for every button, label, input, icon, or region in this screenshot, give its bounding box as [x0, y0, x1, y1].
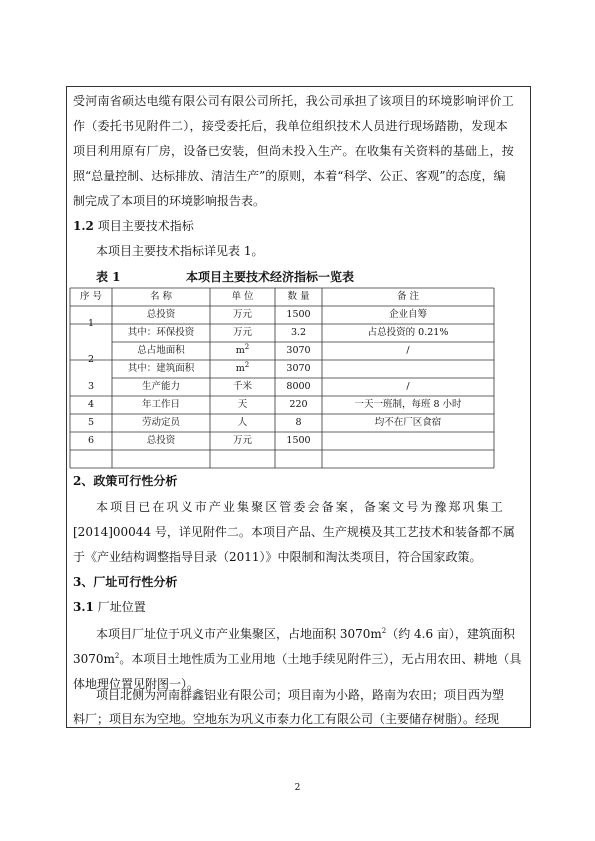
table-cell-no: 3 [87, 381, 95, 392]
table-row [0, 342, 595, 360]
table-cell-note: 一天一班制，每班 8 小时 [354, 399, 462, 410]
unit-text: m [235, 363, 245, 374]
section-3-1-heading: 3.1 厂址位置 [73, 600, 146, 614]
header-cell-name: 名 称 [149, 291, 173, 302]
unit-superscript: 2 [244, 342, 250, 351]
table-cell-note: 均不在厂区食宿 [374, 417, 442, 428]
table-cell-qty: 1500 [286, 435, 311, 446]
table-cell-qty: 220 [289, 399, 308, 410]
section-2-line-1: 本项目已在巩义市产业集聚区管委会备案，备案文号为豫郑巩集工 [96, 500, 505, 514]
table-cell-note [322, 360, 494, 378]
table-cell-note [322, 432, 494, 450]
section-2-heading: 2、政策可行性分析 [73, 474, 178, 488]
section-2-line-2: [2014]00044 号，详见附件二。本项目产品、生产规模及其工艺技术和装备都不属 [73, 525, 515, 539]
intro-line-4: 照“总量控制、达标排放、清洁生产”的原则，本着“科学、公正、客观”的态度，编 [73, 169, 506, 183]
table-row [0, 360, 595, 378]
table-cell-qty: 3070 [286, 363, 311, 374]
table-cell-name: 年工作日 [141, 399, 180, 410]
section-3-1-para2-line-2: 料厂；项目东为空地。空地东为巩义市泰力化工有限公司（主要储存树脂）。经现 [73, 712, 500, 726]
table-cell-note: 占总投资的 0.21% [367, 327, 449, 338]
table-row [0, 396, 595, 414]
table-cell-no-1: 1 [87, 318, 95, 329]
table-header [0, 288, 595, 306]
table-cell-name: 生产能力 [141, 381, 180, 392]
table-cell-qty: 3070 [286, 345, 311, 356]
table-cell-name: 其中：环保投资 [127, 327, 195, 338]
table-cell-name: 劳动定员 [141, 417, 180, 428]
table-cell-no: 4 [87, 399, 95, 410]
table-cell-no: 6 [87, 435, 95, 446]
section-1-2-text: 本项目主要技术指标详见表 1。 [96, 244, 264, 258]
intro-line-2: 作（委托书见附件二），接受委托后，我单位组织技术人员进行现场踏勘，发现本 [73, 119, 509, 133]
table-title: 本项目主要技术经济指标一览表 [186, 270, 355, 284]
table-row [0, 306, 595, 324]
table-cell-qty: 8000 [286, 381, 311, 392]
table-cell-unit: 万元 [232, 435, 252, 446]
table-row [0, 378, 595, 396]
section-1-2-heading: 1.2 项目主要技术指标 [73, 219, 194, 233]
table-cell-unit [210, 342, 275, 360]
table-number: 表 1 [96, 270, 121, 284]
section-3-1-para2-line-1: 项目北侧为河南群鑫铝业有限公司；项目南为小路，路南为农田；项目西为塑 [96, 688, 505, 702]
table-cell-name: 其中：建筑面积 [127, 363, 195, 374]
table-cell-qty: 8 [295, 417, 302, 428]
intro-line-1: 受河南省硕达电缆有限公司有限公司所托，我公司承担了该项目的环境影响评价工 [73, 94, 515, 108]
section-3-heading: 3、厂址可行性分析 [73, 575, 178, 589]
section-2-line-3: 于《产业结构调整指导目录（2011）》中限制和淘汰类项目，符合国家政策。 [73, 550, 482, 564]
table-cell-note: / [406, 381, 410, 392]
header-cell-unit: 单 位 [231, 291, 254, 302]
table-cell-unit: 万元 [232, 309, 252, 320]
table-cell-no-2: 2 [87, 354, 95, 365]
table-cell-qty: 3.2 [290, 327, 307, 338]
intro-line-3: 项目利用原有厂房，设备已安装，但尚未投入生产。在收集有关资料的基础上，按 [73, 144, 515, 158]
unit-text: m [235, 345, 245, 356]
table-cell-unit [210, 360, 275, 378]
table-cell-no: 5 [87, 417, 95, 428]
table-cell-unit: 天 [237, 399, 248, 410]
table-cell-unit: 人 [237, 417, 248, 428]
table-cell-unit: 万元 [232, 327, 252, 338]
header-cell-qty: 数 量 [287, 291, 310, 302]
section-3-1-line-1: 本项目厂址位于巩义市产业集聚区，占地面积 $3070m^2$（约 4.6 亩），建筑面积 [96, 627, 515, 641]
header-cell-note: 备 注 [396, 291, 420, 302]
section-3-1-line-3: 体地理位置见附图一）。 [73, 677, 200, 691]
table-row [0, 324, 595, 342]
table-cell-name: 总投资 [146, 435, 176, 446]
table-row [0, 414, 595, 432]
table-cell-name: 总投资 [146, 309, 176, 320]
table-cell-unit: 千米 [232, 381, 252, 392]
intro-line-5: 制完成了本项目的环境影响报告表。 [73, 194, 266, 208]
unit-superscript: 2 [244, 360, 250, 369]
table-cell-note: 企业自筹 [388, 309, 427, 320]
table-cell-qty: 1500 [286, 309, 311, 320]
page-number: 2 [294, 783, 301, 793]
table-cell-note: / [406, 345, 410, 356]
section-3-1-line-2: $3070m^2$。本项目土地性质为工业用地（土地手续见附件三），无占用农田、耕地（具 [73, 652, 522, 666]
table-cell-name: 总占地面积 [137, 345, 185, 356]
header-cell-no: 序 号 [79, 291, 103, 302]
table-row [0, 432, 595, 450]
